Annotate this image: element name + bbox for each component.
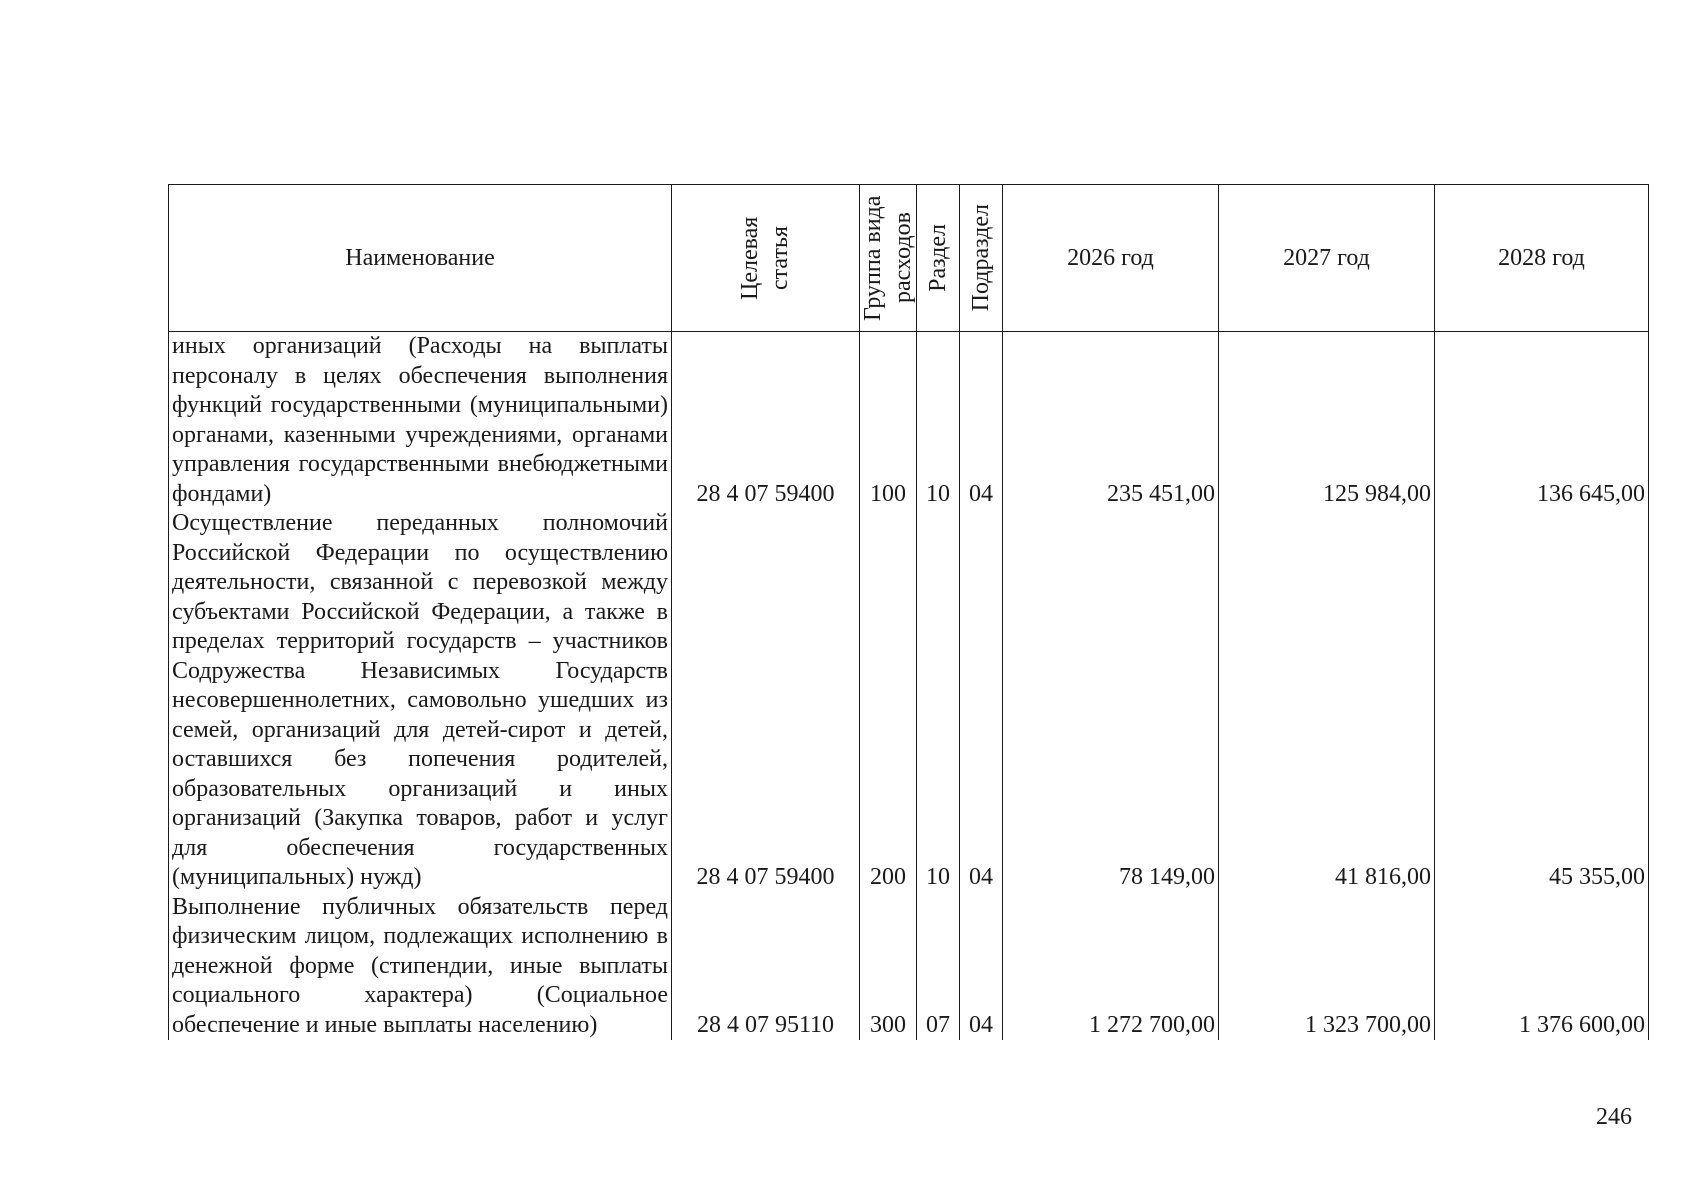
row-name: иных организаций (Расходы на выплаты персоналу в целях обеспечения выполнения функций государственными (муниципальными) органами, казенными учреждениями, органами управления государственными внебюджетными фондами) — [169, 332, 672, 510]
row-subsection: 04 — [960, 332, 1003, 510]
row-subsection: 04 — [960, 509, 1003, 893]
row-amount-2026: 1 272 700,00 — [1003, 893, 1219, 1041]
row-target-article: 28 4 07 95110 — [672, 893, 860, 1041]
header-year-2027: 2027 год — [1219, 185, 1435, 332]
row-target-article: 28 4 07 59400 — [672, 332, 860, 510]
header-section: Раздел — [917, 185, 960, 332]
row-target-article: 28 4 07 59400 — [672, 509, 860, 893]
row-section: 10 — [917, 332, 960, 510]
table-row — [169, 332, 1649, 510]
row-amount-2027: 125 984,00 — [1219, 332, 1435, 510]
header-target-article: Целевая статья — [672, 185, 860, 332]
header-expense-group: Группа вида расходов — [860, 185, 917, 332]
header-row — [169, 185, 1649, 332]
row-expense-group: 200 — [860, 509, 917, 893]
row-expense-group: 300 — [860, 893, 917, 1041]
row-amount-2028: 45 355,00 — [1435, 509, 1649, 893]
budget-table — [168, 184, 1649, 1040]
row-amount-2026: 78 149,00 — [1003, 509, 1219, 893]
row-amount-2027: 1 323 700,00 — [1219, 893, 1435, 1041]
table-row — [169, 509, 1649, 893]
row-amount-2026: 235 451,00 — [1003, 332, 1219, 510]
row-section: 10 — [917, 509, 960, 893]
row-expense-group: 100 — [860, 332, 917, 510]
page-number: 246 — [1596, 1104, 1632, 1130]
header-name: Наименование — [169, 185, 672, 332]
header-subsection: Подраздел — [960, 185, 1003, 332]
row-amount-2027: 41 816,00 — [1219, 509, 1435, 893]
row-name: Осуществление переданных полномочий Российской Федерации по осуществлению деятельности, связанной с перевозкой между субъектами Российской Федерации, а также в пределах территорий государств – участников Содружества Независимых Государств несовершеннолетних, самовольно ушедших из семей, организаций для детей-сирот и детей, оставшихся без попечения родителей, образовательных организаций и иных организаций (Закупка товаров, работ и услуг для обеспечения государственных (муниципальных) нужд) — [169, 509, 672, 893]
header-year-2026: 2026 год — [1003, 185, 1219, 332]
header-year-2028: 2028 год — [1435, 185, 1649, 332]
row-subsection: 04 — [960, 893, 1003, 1041]
table-row — [169, 893, 1649, 1041]
row-section: 07 — [917, 893, 960, 1041]
row-amount-2028: 136 645,00 — [1435, 332, 1649, 510]
row-name: Выполнение публичных обязательств перед физическим лицом, подлежащих исполнению в денежной форме (стипендии, иные выплаты социального характера) (Социальное обеспечение и иные выплаты населению) — [169, 893, 672, 1041]
row-amount-2028: 1 376 600,00 — [1435, 893, 1649, 1041]
